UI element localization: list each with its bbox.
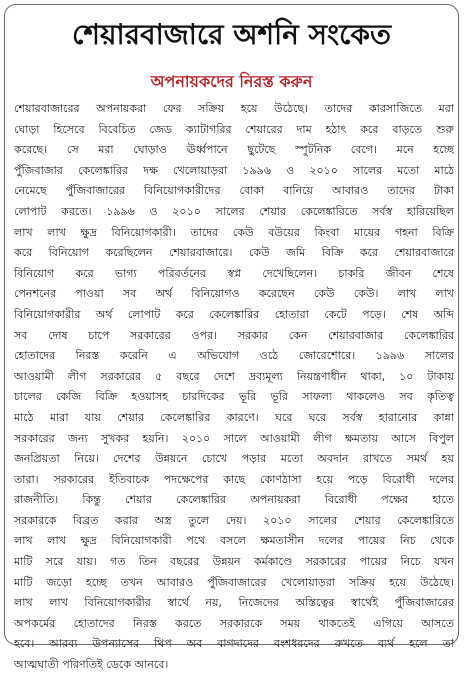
body-line: তারা। সরকারের ইতিবাচক পদক্ষেপের কাছে কোণঠাসা হয়ে পড়ে বিরোধী দলের	[14, 472, 454, 486]
body-line: ঘোড়া হিসেবে বিবেচিত জেড ক্যাটাগরির শেয়ারের দাম হঠাৎ করে বাড়তে শুরু	[14, 122, 454, 136]
body-line: রাজনীতি। কিন্তু শেয়ার কেলেঙ্কারির অপনায়করা বিরোধী পক্ষের হাতে	[14, 493, 454, 507]
body-line: আওয়ামী লীগ সরকারের ৫ বছরে দেশে দ্রব্যমূল্য নিয়ন্ত্রণাধীন থাকা, ১০ টাকায়	[14, 369, 454, 383]
body-line: করে বিনিয়োগ করেছিলেন শেয়ারবাজারে। কেউ জমি বিক্রি করে শেয়ারবাজারে	[14, 246, 454, 260]
body-line: লোপাট করতে। ১৯৯৬ ও ২০১০ সালের শেয়ার কেলেঙ্কারিতে সর্বস্ব হারিয়েছিল	[14, 204, 454, 218]
body-line: লাখ লাখ বিনিয়োগকারীর স্বার্থে নয়, নিজেদের অস্তিত্বের স্বার্থেই পুঁজিবাজারের	[14, 596, 454, 610]
body-line: পুঁজিবাজার কেলেঙ্কারির দক্ষ খেলোয়াড়রা ১৯৯৬ ও ২০১০ সালের মতো মাঠে	[14, 163, 454, 177]
body-line: শেয়ারবাজারের অপনায়করা ফের সক্রিয় হয়ে উঠেছে। তাদের কারসাজিতে মরা	[14, 102, 454, 115]
body-line: মাটি জড়ো হচ্ছে তখন আবারও পুঁজিবাজারের খেলোয়াড়রা সক্রিয় হয়ে উঠেছে।	[14, 575, 454, 589]
body-line: হবে। আরব্য উপন্যাসের থিপ অব বাগদাদের বংশধরদের রুখতে ব্যর্থ হলে তা	[14, 637, 454, 651]
body-line: আত্মঘাতী পরিণতিই ডেকে আনবে।	[14, 658, 169, 672]
body-line: বিনিয়োগ করে ভাগ্য পরিবর্তনের স্বপ্ন দেখেছিলেন। চাকরি জীবন শেষে	[14, 266, 454, 280]
body-line: মাঠে মারা যায় শেয়ার কেলেঙ্কারির কারণে। ঘরে ঘরে সর্বস্ব হারানোর কান্না	[14, 410, 454, 424]
article-body	[14, 99, 454, 676]
body-line: সব দোষ চাপে সরকারের ওপর। সরকার কেন শেয়ারবাজার কেলেঙ্কারির	[14, 328, 454, 342]
headline: শেয়ারবাজারে অশনি সংকেত	[72, 18, 391, 51]
subheadline: অপনায়কদের নিরস্ত করুন	[150, 72, 313, 91]
body-line: মাটি সরে যায়। গত তিন বছরের উন্নয়ন কর্মকাণ্ডে সরকারের পায়ের নিচে যখন	[14, 555, 454, 569]
body-line: সরকারকে বিব্রত করার অস্ত্র তুলে দেয়। ২০১০ সালের শেয়ার কেলেঙ্কারিতে	[14, 513, 454, 527]
body-line: লাখ লাখ ক্ষুদ্র বিনিয়োগকারী পথে বসলে ক্ষমতাসীন দলের পায়ের নিচ থেকে	[14, 534, 454, 548]
body-line: চালের কেজি বিক্রি হওয়াসহ চারদিকের ভূরি ভূরি সাফল্য থাকলেও সব কৃতিত্ব	[14, 390, 454, 404]
body-line: পেনশনের পাওয়া সব অর্থ বিনিয়োগও করেছেন কেউ কেউ। লাখ লাখ	[14, 287, 454, 301]
body-line: জনপ্রিয়তা নিয়ে। দেশের উন্নয়নে চোখে পড়ার মতো অবদান রাখতে সমর্থ হয়	[14, 452, 454, 466]
body-line: লাখ লাখ ক্ষুদ্র বিনিয়োগকারী। তাদের কেউ বউয়ের কিংবা মায়ের গহনা বিক্রি	[14, 225, 454, 239]
body-line: অপকর্মের হোতাদের নিরস্ত করতে সরকারকে সময় থাকতেই এগিয়ে আসতে	[14, 616, 454, 630]
body-line: সরকারের জন্য সুখকর হয়নি। ২০১০ সালে আওয়ামী লীগ ক্ষমতায় আসে বিপুল	[14, 431, 454, 445]
body-line: করেছে। সে মরা ঘোড়াও ঊর্ধ্বপানে ছুটেছে স্পুটনিক বেগে। মনে হচ্ছে	[14, 143, 454, 157]
body-line: নেমেছে পুঁজিবাজারের বিনিয়োগকারীদের বোকা বানিয়ে আবারও তাদের টাকা	[14, 184, 454, 198]
body-line: হোতাদের নিরস্ত করেনি এ অভিযোগ ওঠে জোরেশোরে। ১৯৯৬ সালের	[14, 349, 454, 363]
body-line: বিনিয়োগকারীর অর্থ লোপাট করে কেলেঙ্কারির হোতারা কেটে পড়ে। শেষ অব্দি	[14, 307, 454, 321]
